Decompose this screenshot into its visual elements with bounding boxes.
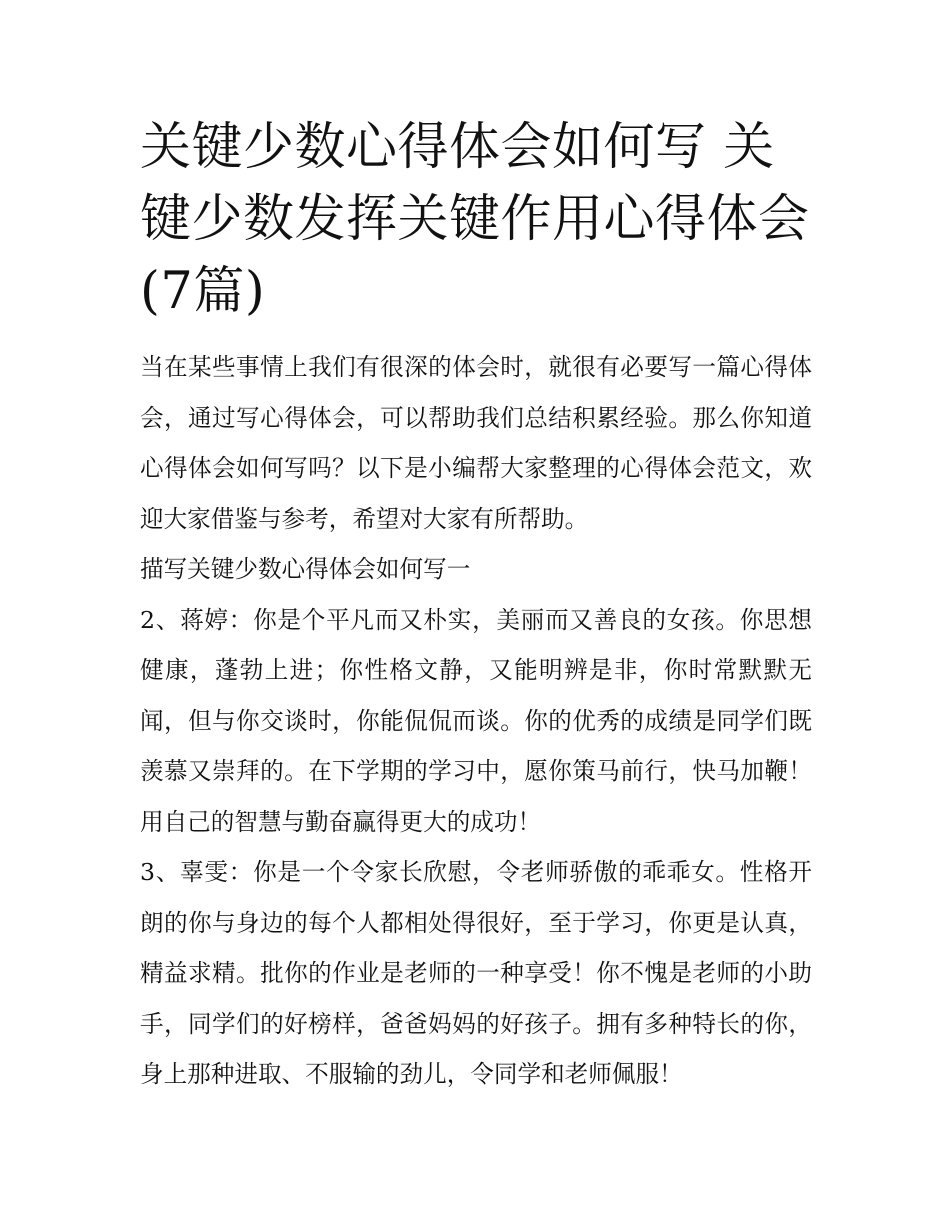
document-title: 关键少数心得体会如何写 关键少数发挥关键作用心得体会(7篇) [140, 118, 810, 321]
comment-paragraph-2: 2、蒋婷：你是个平凡而又朴实，美丽而又善良的女孩。你思想健康，蓬勃上进；你性格文静，又能明辨是非，你时常默默无闻，但与你交谈时，你能侃侃而谈。你的优秀的成绩是同学们既羡慕又崇拜的。在下学期的学习中，愿你策马前行，快马加鞭！用自己的智慧与勤奋赢得更大的成功！ [140, 605, 812, 836]
comment-paragraph-3: 3、辜雯：你是一个令家长欣慰，令老师骄傲的乖乖女。性格开朗的你与身边的每个人都相处得很好，至于学习，你更是认真，精益求精。批你的作业是老师的一种享受！你不愧是老师的小助手，同学们的好榜样，爸爸妈妈的好孩子。拥有多种特长的你，身上那种进取、不服输的劲儿，令同学和老师佩服！ [140, 858, 812, 1088]
document-page [140, 112, 812, 1100]
intro-paragraph: 当在某些事情上我们有很深的体会时，就很有必要写一篇心得体会，通过写心得体会，可以帮助我们总结积累经验。那么你知道心得体会如何写吗？以下是小编帮大家整理的心得体会范文，欢迎大家借鉴与参考，希望对大家有所帮助。 [140, 353, 812, 533]
section-heading: 描写关键少数心得体会如何写一 [140, 555, 471, 583]
document-body [140, 342, 812, 1100]
